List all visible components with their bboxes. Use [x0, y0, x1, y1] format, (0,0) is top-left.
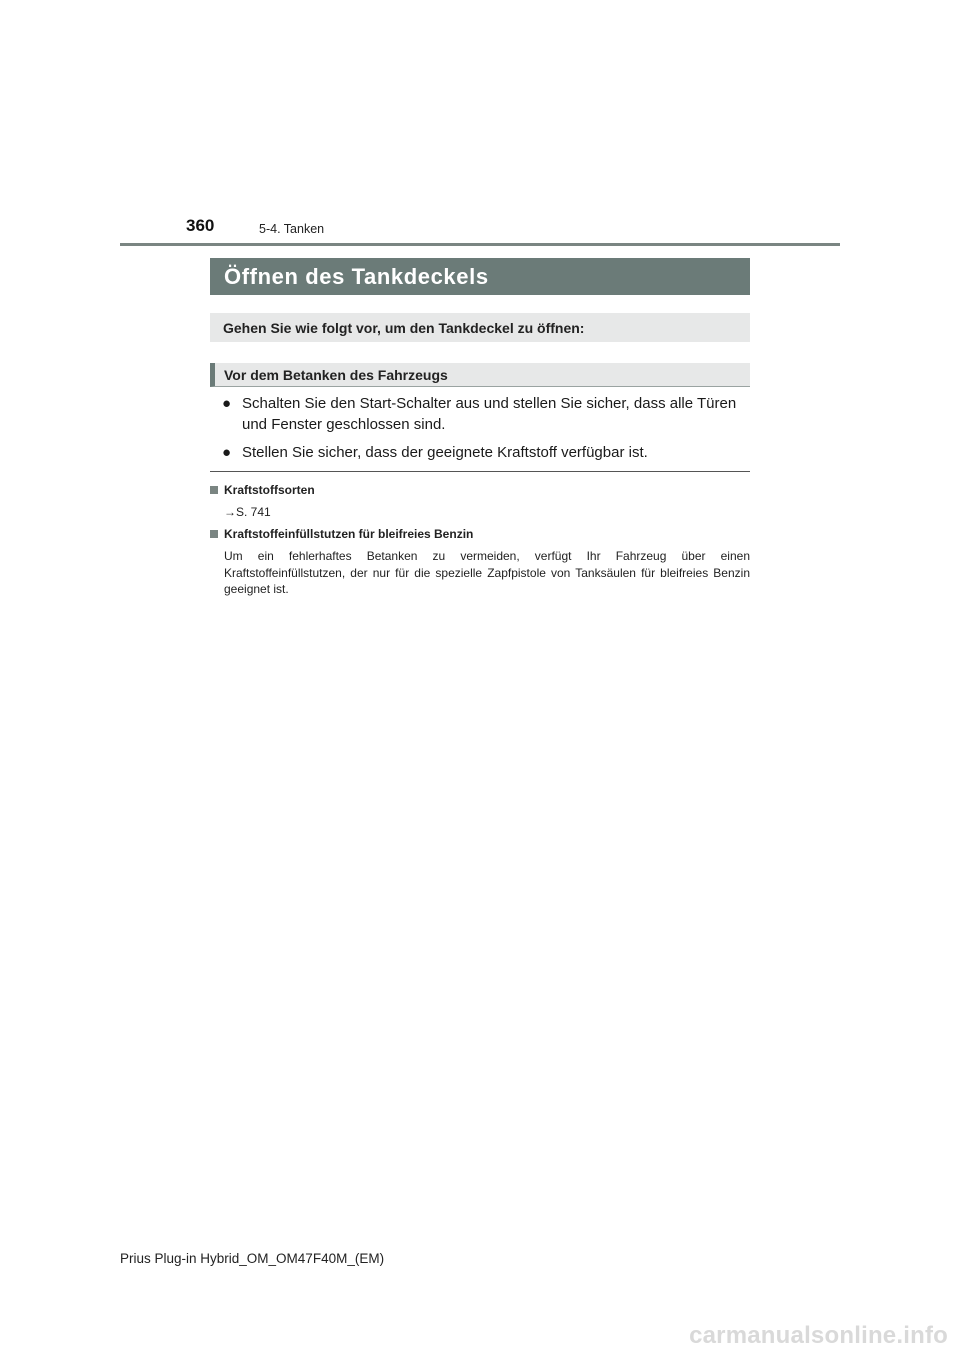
- bullet-text: Schalten Sie den Start-Schalter aus und stellen Sie sicher, dass alle Türen und Fenster geschlossen sind.: [242, 395, 737, 433]
- bullet-list: [222, 394, 750, 472]
- bullet-icon: ●: [222, 444, 232, 461]
- intro-text: Gehen Sie wie folgt vor, um den Tankdeckel zu öffnen:: [223, 319, 585, 336]
- page-title: Öffnen des Tankdeckels: [224, 263, 489, 289]
- square-bullet-icon: [210, 530, 218, 538]
- note-body-text: Um ein fehlerhaftes Betanken zu vermeiden, verfügt Ihr Fahrzeug über einen Kraftstoffeinfüllstutzen, der nur für die spezielle Zapfpistole von Tanksäulen für bleifreies Benzin geeignet ist.: [224, 549, 750, 596]
- list-item: [222, 394, 750, 435]
- bullet-text: Stellen Sie sicher, dass der geeignete Kraftstoff verfügbar ist.: [242, 444, 648, 461]
- bullet-icon: ●: [222, 395, 232, 412]
- subsection-heading: [210, 363, 750, 387]
- square-bullet-icon: [210, 486, 218, 494]
- note-filler-neck: [210, 527, 750, 598]
- footer-document-id: Prius Plug-in Hybrid_OM_OM47F40M_(EM): [120, 1251, 385, 1266]
- list-item: [222, 443, 750, 464]
- page-number: 360: [186, 216, 215, 235]
- page-reference-link[interactable]: →S. 741: [224, 505, 271, 519]
- intro-box: [210, 313, 750, 342]
- header-rule: [120, 243, 840, 246]
- note-heading: [210, 527, 750, 541]
- note-heading: [210, 483, 750, 497]
- note-heading-text: Kraftstoffeinfüllstutzen für bleifreies Benzin: [224, 527, 474, 541]
- section-label: 5-4. Tanken: [259, 222, 325, 236]
- title-bar: [210, 258, 750, 295]
- section-divider: [210, 471, 750, 472]
- watermark: carmanualsonline.info: [689, 1322, 948, 1349]
- note-fuel-types: [210, 483, 750, 521]
- note-heading-text: Kraftstoffsorten: [224, 483, 315, 497]
- subsection-heading-text: Vor dem Betanken des Fahrzeugs: [224, 366, 448, 383]
